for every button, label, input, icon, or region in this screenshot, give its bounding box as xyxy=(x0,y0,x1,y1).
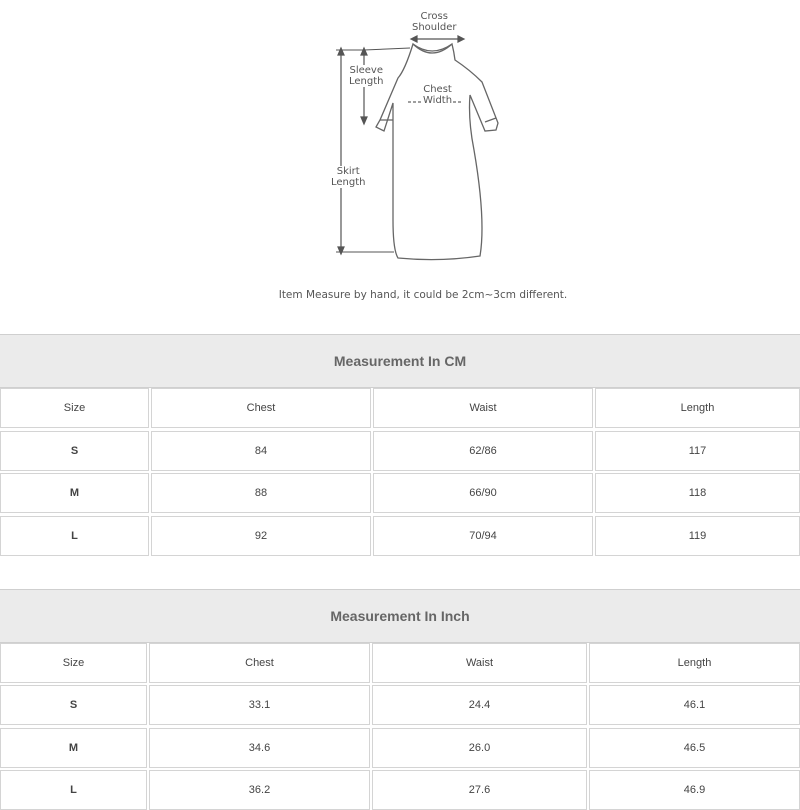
table-cell: 88 xyxy=(151,473,371,513)
table-cell: 24.4 xyxy=(372,685,587,725)
table-cell: 92 xyxy=(151,516,371,556)
table-cell: 27.6 xyxy=(372,770,587,810)
table-cell: 34.6 xyxy=(149,728,370,768)
inch-header-chest: Chest xyxy=(149,643,370,683)
sleeve-length-label: Sleeve Length xyxy=(349,65,384,87)
inch-table-title: Measurement In Inch xyxy=(0,589,800,643)
table-cell: S xyxy=(0,685,147,725)
skirt-length-label: Skirt Length xyxy=(331,166,366,188)
measurement-diagram xyxy=(0,0,800,320)
cm-header-size: Size xyxy=(0,388,149,428)
table-cell: M xyxy=(0,473,149,513)
table-cell: 84 xyxy=(151,431,371,471)
table-cell: 117 xyxy=(595,431,800,471)
table-cell: 66/90 xyxy=(373,473,593,513)
table-cell: S xyxy=(0,431,149,471)
measurement-note: Item Measure by hand, it could be 2cm~3cm different. xyxy=(278,289,568,301)
table-cell: L xyxy=(0,516,149,556)
cross-shoulder-label: Cross Shoulder xyxy=(412,11,457,33)
table-cell: 46.9 xyxy=(589,770,800,810)
dress-outline xyxy=(376,44,498,260)
chest-width-label: Chest Width xyxy=(423,84,453,106)
table-cell: 33.1 xyxy=(149,685,370,725)
table-cell: 36.2 xyxy=(149,770,370,810)
cm-header-length: Length xyxy=(595,388,800,428)
table-cell: 70/94 xyxy=(373,516,593,556)
table-cell: 46.1 xyxy=(589,685,800,725)
cm-header-chest: Chest xyxy=(151,388,371,428)
table-cell: L xyxy=(0,770,147,810)
table-cell: 26.0 xyxy=(372,728,587,768)
table-cell: 62/86 xyxy=(373,431,593,471)
inch-header-waist: Waist xyxy=(372,643,587,683)
dress-illustration xyxy=(0,0,800,320)
inch-header-length: Length xyxy=(589,643,800,683)
cm-header-waist: Waist xyxy=(373,388,593,428)
table-cell: M xyxy=(0,728,147,768)
table-cell: 46.5 xyxy=(589,728,800,768)
table-cell: 119 xyxy=(595,516,800,556)
cm-table-title: Measurement In CM xyxy=(0,334,800,388)
inch-header-size: Size xyxy=(0,643,147,683)
table-cell: 118 xyxy=(595,473,800,513)
